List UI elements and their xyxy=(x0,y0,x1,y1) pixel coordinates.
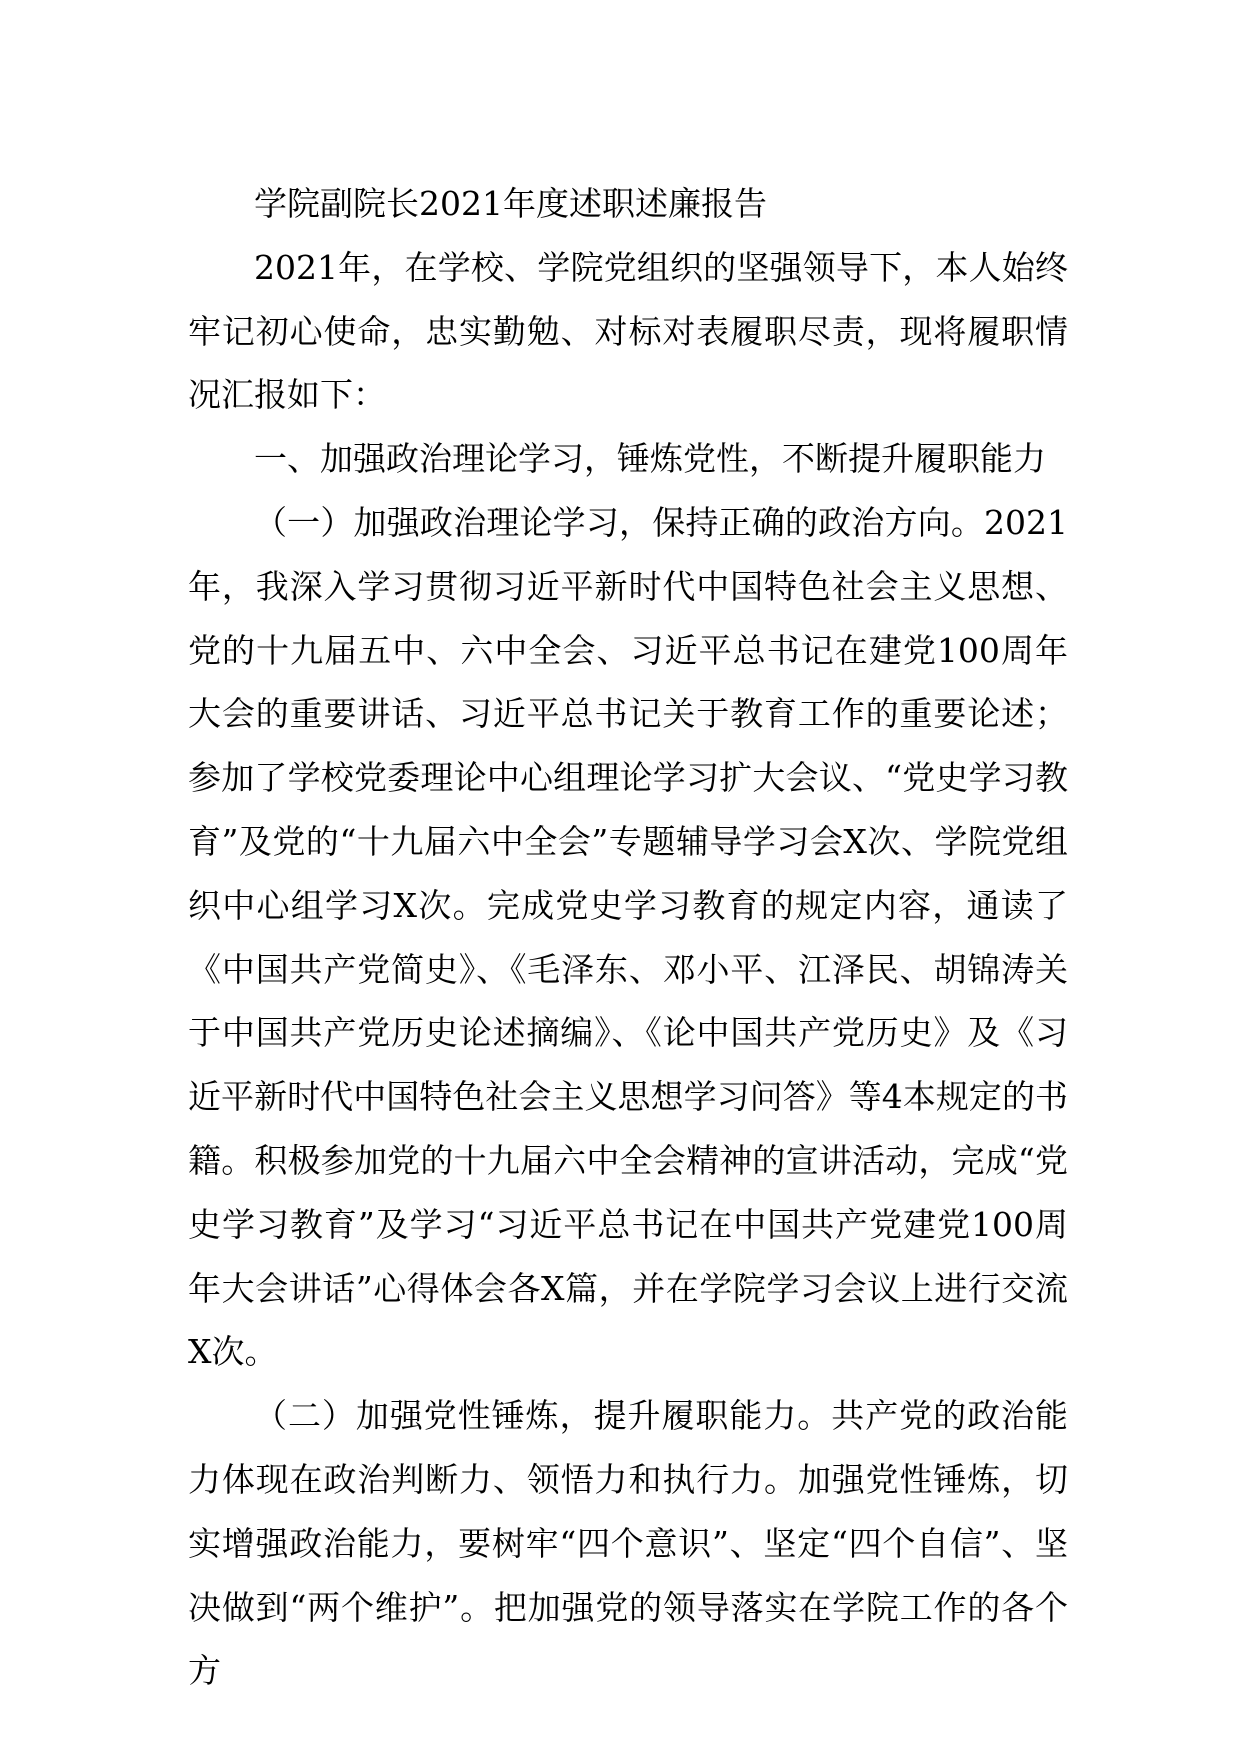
document-title: 学院副院长2021年度述职述廉报告 xyxy=(254,184,767,223)
document-body xyxy=(188,172,1068,1703)
paragraph-subsection-1: （一）加强政治理论学习，保持正确的政治方向。2021年，我深入学习贯彻习近平新时代中国特色社会主义思想、党的十九届五中、六中全会、习近平总书记在建党100周年大会的重要讲话、习近平总书记关于教育工作的重要论述；参加了学校党委理论中心组理论学习扩大会议、“党史学习教育”及党的“十九届六中全会”专题辅导学习会X次、学院党组织中心组学习X次。完成党史学习教育的规定内容，通读了《中国共产党简史》、《毛泽东、邓小平、江泽民、胡锦涛关于中国共产党历史论述摘编》、《论中国共产党历史》及《习近平新时代中国特色社会主义思想学习问答》等4本规定的书籍。积极参加党的十九届六中全会精神的宣讲活动，完成“党史学习教育”及学习“习近平总书记在中国共产党建党100周年大会讲话”心得体会各X篇，并在学院学习会议上进行交流X次。 xyxy=(188,502,1068,1372)
paragraph-intro: 2021年，在学校、学院党组织的坚强领导下，本人始终牢记初心使命，忠实勤勉、对标对表履职尽责，现将履职情况汇报如下： xyxy=(188,247,1068,415)
paragraph-subsection-2: （二）加强党性锤炼，提升履职能力。共产党的政治能力体现在政治判断力、领悟力和执行力。加强党性锤炼，切实增强政治能力，要树牢“四个意识”、坚定“四个自信”、坚决做到“两个维护”。把加强党的领导落实在学院工作的各个方 xyxy=(188,1396,1068,1691)
section-heading-1: 一、加强政治理论学习，锤炼党性，不断提升履职能力 xyxy=(254,439,1046,479)
